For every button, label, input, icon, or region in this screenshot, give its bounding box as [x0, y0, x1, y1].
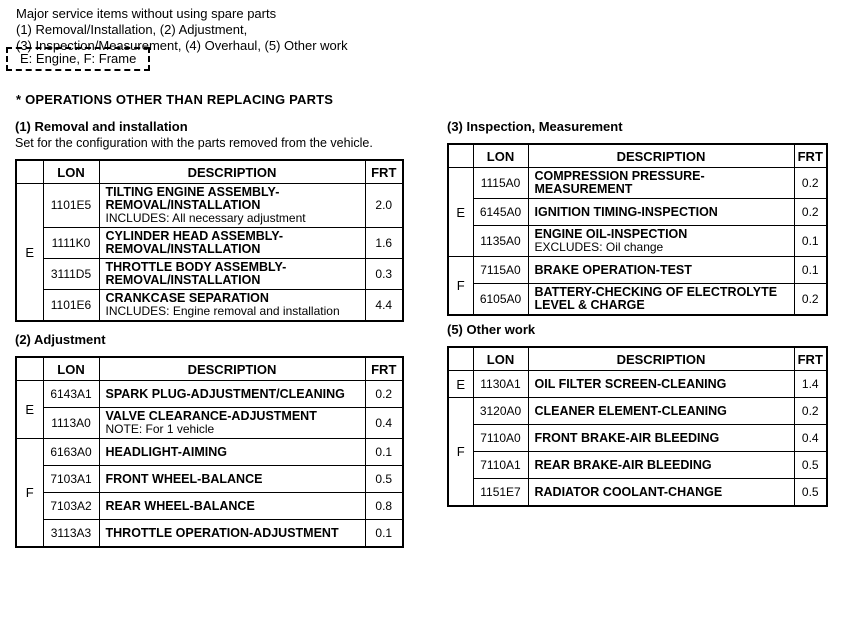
col-header-frt: FRT [365, 160, 403, 184]
lon-cell: 1135A0 [473, 226, 528, 257]
group-cell: E [448, 168, 473, 257]
table-row [16, 228, 403, 259]
page-heading: * OPERATIONS OTHER THAN REPLACING PARTS [16, 92, 334, 107]
col-header-group [16, 357, 43, 381]
col-header-description: DESCRIPTION [528, 144, 794, 168]
description-cell [99, 290, 365, 322]
description-text: VALVE CLEARANCE-ADJUSTMENT [105, 409, 317, 423]
frt-cell: 0.1 [365, 520, 403, 548]
table-row [448, 284, 827, 316]
table-row [448, 199, 827, 226]
col-header-group [448, 347, 473, 371]
col-header-frt: FRT [365, 357, 403, 381]
description-note: INCLUDES: All necessary adjustment [105, 211, 306, 225]
table-row [448, 398, 827, 425]
table-row [16, 466, 403, 493]
col-header-group [448, 144, 473, 168]
table-row [16, 290, 403, 322]
frt-cell: 0.3 [365, 259, 403, 290]
header-row [16, 160, 403, 184]
lon-cell: 1113A0 [43, 408, 99, 439]
lon-cell: 7110A0 [473, 425, 528, 452]
table-row [16, 381, 403, 408]
table-row [448, 479, 827, 507]
description-text: CYLINDER HEAD ASSEMBLY-REMOVAL/INSTALLATION [105, 229, 284, 256]
frt-cell: 4.4 [365, 290, 403, 322]
lon-cell: 3113A3 [43, 520, 99, 548]
section-inspection-measurement [447, 119, 828, 316]
description-text: REAR WHEEL-BALANCE [105, 498, 255, 513]
group-cell: F [448, 398, 473, 507]
col-header-description: DESCRIPTION [528, 347, 794, 371]
description-text: CLEANER ELEMENT-CLEANING [534, 403, 727, 418]
header-row [448, 347, 827, 371]
col-header-frt: FRT [794, 144, 827, 168]
legend-box [6, 47, 150, 71]
intro-line: Major service items without using spare parts [16, 6, 277, 21]
frt-cell: 0.1 [794, 257, 827, 284]
lon-cell: 6143A1 [43, 381, 99, 408]
table-row [448, 168, 827, 199]
section-adjustment [15, 332, 404, 548]
description-text: THROTTLE OPERATION-ADJUSTMENT [105, 525, 339, 540]
frt-cell: 0.4 [365, 408, 403, 439]
description-cell [528, 425, 794, 452]
lon-cell: 1101E6 [43, 290, 99, 322]
col-header-group [16, 160, 43, 184]
table-row [448, 425, 827, 452]
description-cell [528, 284, 794, 316]
col-header-lon: LON [473, 144, 528, 168]
frt-cell: 1.6 [365, 228, 403, 259]
frt-cell: 1.4 [794, 371, 827, 398]
lon-cell: 7115A0 [473, 257, 528, 284]
header-row [448, 144, 827, 168]
lon-cell: 6163A0 [43, 439, 99, 466]
service-table [447, 346, 828, 507]
lon-cell: 6105A0 [473, 284, 528, 316]
table-row [16, 408, 403, 439]
table-row [16, 439, 403, 466]
service-table [15, 159, 404, 322]
description-text: BRAKE OPERATION-TEST [534, 262, 692, 277]
lon-cell: 1151E7 [473, 479, 528, 507]
col-header-frt: FRT [794, 347, 827, 371]
table-row [448, 371, 827, 398]
table-row [16, 520, 403, 548]
description-cell [528, 398, 794, 425]
col-header-lon: LON [473, 347, 528, 371]
frt-cell: 0.2 [365, 381, 403, 408]
description-text: SPARK PLUG-ADJUSTMENT/CLEANING [105, 386, 345, 401]
lon-cell: 1130A1 [473, 371, 528, 398]
description-text: COMPRESSION PRESSURE-MEASUREMENT [534, 169, 705, 196]
description-cell [99, 520, 365, 548]
lon-cell: 6145A0 [473, 199, 528, 226]
description-text: RADIATOR COOLANT-CHANGE [534, 484, 723, 499]
table-row [448, 452, 827, 479]
frt-cell: 0.2 [794, 284, 827, 316]
description-cell [99, 259, 365, 290]
description-text: CRANKCASE SEPARATION [105, 291, 269, 305]
description-cell [528, 168, 794, 199]
description-text: ENGINE OIL-INSPECTION [534, 227, 688, 241]
lon-cell: 3120A0 [473, 398, 528, 425]
frt-cell: 0.5 [794, 452, 827, 479]
description-text: IGNITION TIMING-INSPECTION [534, 204, 718, 219]
lon-cell: 7103A2 [43, 493, 99, 520]
service-table [447, 143, 828, 316]
description-note: EXCLUDES: Oil change [534, 240, 664, 254]
description-cell [528, 452, 794, 479]
lon-cell: 7103A1 [43, 466, 99, 493]
description-cell [99, 184, 365, 228]
table-row [448, 257, 827, 284]
lon-cell: 1111K0 [43, 228, 99, 259]
frt-cell: 0.2 [794, 199, 827, 226]
section-title: (2) Adjustment [15, 332, 106, 347]
description-text: FRONT BRAKE-AIR BLEEDING [534, 430, 720, 445]
col-header-description: DESCRIPTION [99, 357, 365, 381]
frt-cell: 0.5 [365, 466, 403, 493]
description-cell [99, 408, 365, 439]
description-text: TILTING ENGINE ASSEMBLY-REMOVAL/INSTALLATION [105, 185, 280, 212]
description-cell [99, 381, 365, 408]
group-cell: E [448, 371, 473, 398]
description-cell [99, 439, 365, 466]
description-cell [528, 199, 794, 226]
section-subtitle: Set for the configuration with the parts removed from the vehicle. [15, 136, 373, 150]
section-title: (1) Removal and installation [15, 119, 188, 134]
table-row [16, 493, 403, 520]
description-text: OIL FILTER SCREEN-CLEANING [534, 376, 727, 391]
col-header-description: DESCRIPTION [99, 160, 365, 184]
section-removal-installation [15, 119, 404, 322]
frt-cell: 0.1 [794, 226, 827, 257]
table-row [16, 259, 403, 290]
group-cell: F [16, 439, 43, 548]
section-other-work [447, 322, 828, 507]
description-text: THROTTLE BODY ASSEMBLY-REMOVAL/INSTALLATION [105, 260, 287, 287]
frt-cell: 0.1 [365, 439, 403, 466]
description-note: INCLUDES: Engine removal and installation [105, 304, 340, 318]
description-cell [528, 257, 794, 284]
service-table [15, 356, 404, 548]
legend-text: E: Engine, F: Frame [20, 51, 137, 66]
lon-cell: 7110A1 [473, 452, 528, 479]
description-cell [99, 228, 365, 259]
lon-cell: 1101E5 [43, 184, 99, 228]
description-cell [528, 371, 794, 398]
description-text: FRONT WHEEL-BALANCE [105, 471, 263, 486]
description-cell [528, 479, 794, 507]
description-note: NOTE: For 1 vehicle [105, 422, 215, 436]
lon-cell: 3111D5 [43, 259, 99, 290]
frt-cell: 0.2 [794, 168, 827, 199]
group-cell: E [16, 184, 43, 322]
group-cell: E [16, 381, 43, 439]
section-title: (5) Other work [447, 322, 536, 337]
intro-line: (3) Inspection/Measurement, (4) Overhaul, (5) Other work [16, 38, 348, 53]
intro-line: (1) Removal/Installation, (2) Adjustment, [16, 22, 248, 37]
table-row [16, 184, 403, 228]
description-text: REAR BRAKE-AIR BLEEDING [534, 457, 712, 472]
frt-cell: 0.5 [794, 479, 827, 507]
frt-cell: 0.2 [794, 398, 827, 425]
frt-cell: 0.8 [365, 493, 403, 520]
description-cell [99, 493, 365, 520]
table-row [448, 226, 827, 257]
description-cell [99, 466, 365, 493]
description-text: BATTERY-CHECKING OF ELECTROLYTE LEVEL & CHARGE [534, 285, 778, 312]
frt-cell: 0.4 [794, 425, 827, 452]
section-title: (3) Inspection, Measurement [447, 119, 623, 134]
header-row [16, 357, 403, 381]
description-text: HEADLIGHT-AIMING [105, 444, 228, 459]
description-cell [528, 226, 794, 257]
group-cell: F [448, 257, 473, 316]
frt-cell: 2.0 [365, 184, 403, 228]
col-header-lon: LON [43, 160, 99, 184]
col-header-lon: LON [43, 357, 99, 381]
lon-cell: 1115A0 [473, 168, 528, 199]
